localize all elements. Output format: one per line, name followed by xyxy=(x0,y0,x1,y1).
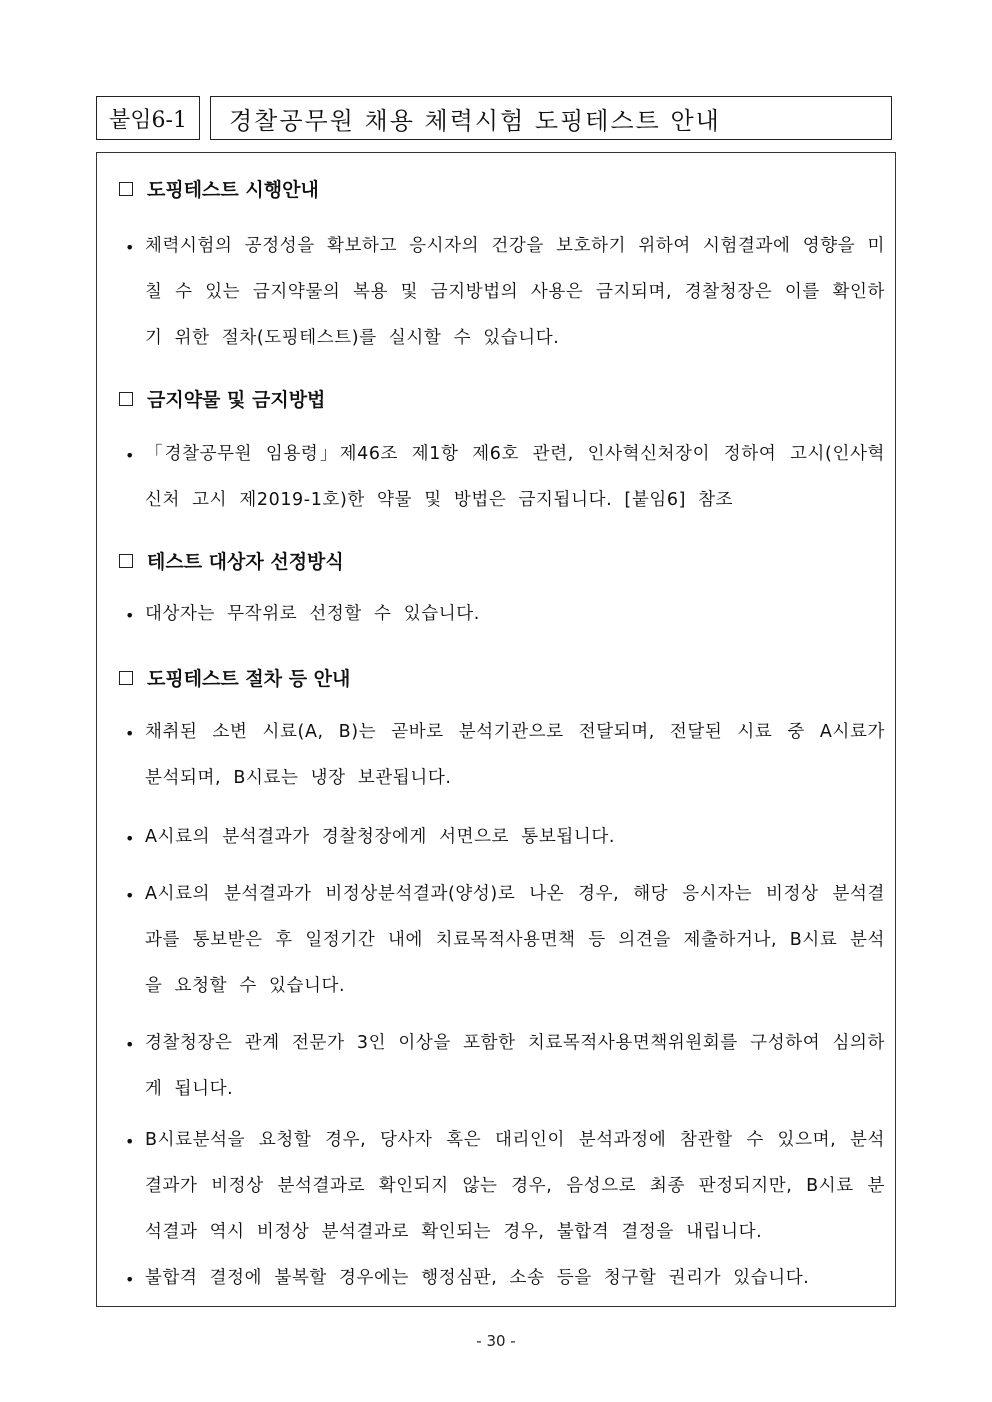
section-heading-text: 테스트 대상자 선정방식 xyxy=(147,551,344,573)
list-item xyxy=(125,223,885,361)
page-number: - 30 - xyxy=(476,1332,516,1350)
checkbox-square-icon xyxy=(119,554,133,568)
list-item xyxy=(125,1117,885,1255)
bullet-text: A시료의 분석결과가 비정상분석결과(양성)로 나온 경우, 해당 응시자는 비정상 분석결과를 통보받은 후 일정기간 내에 치료목적사용면책 등 의견을 제출하거나, B시료 분석을 요청할 수 있습니다. xyxy=(145,884,885,996)
section-heading-banned-substances xyxy=(119,385,325,412)
bullet-text: 체력시험의 공정성을 확보하고 응시자의 건강을 보호하기 위하여 시험결과에 영향을 미칠 수 있는 금지약물의 복용 및 금지방법의 사용은 금지되며, 경찰청장은 이를 확인하기 위한 절차(도핑테스트)를 실시할 수 있습니다. xyxy=(145,236,885,348)
section-heading-text: 도핑테스트 시행안내 xyxy=(147,179,319,201)
attachment-label: 붙임6-1 xyxy=(96,96,200,140)
section-heading-text: 금지약물 및 금지방법 xyxy=(147,389,326,411)
bullet-dot-icon: • xyxy=(125,446,135,465)
checkbox-square-icon xyxy=(119,182,133,196)
bullet-dot-icon: • xyxy=(125,724,135,743)
section-heading-selection-method xyxy=(119,547,344,574)
section-heading-doping-test xyxy=(119,175,319,202)
page-title: 경찰공무원 채용 체력시험 도핑테스트 안내 xyxy=(210,96,892,140)
list-item xyxy=(125,1020,885,1112)
checkbox-square-icon xyxy=(119,392,133,406)
list-item xyxy=(125,431,885,523)
bullet-text: B시료분석을 요청할 경우, 당사자 혹은 대리인이 분석과정에 참관할 수 있으며, 분석결과가 비정상 분석결과로 확인되지 않는 경우, 음성으로 최종 판정되지만, B시료 분석결과 역시 비정상 분석결과로 확인되는 경우, 불합격 결정을 내립니다. xyxy=(145,1130,885,1242)
bullet-dot-icon: • xyxy=(125,829,135,848)
content-box xyxy=(96,152,896,1307)
checkbox-square-icon xyxy=(119,671,133,685)
list-item xyxy=(125,591,885,637)
bullet-dot-icon: • xyxy=(125,1035,135,1054)
bullet-text: 채취된 소변 시료(A, B)는 곧바로 분석기관으로 전달되며, 전달된 시료 중 A시료가 분석되며, B시료는 냉장 보관됩니다. xyxy=(145,722,885,788)
list-item xyxy=(125,709,885,801)
bullet-dot-icon: • xyxy=(125,1132,135,1151)
bullet-text: 불합격 결정에 불복할 경우에는 행정심판, 소송 등을 청구할 권리가 있습니다. xyxy=(145,1268,810,1288)
section-heading-procedure xyxy=(119,664,350,691)
list-item xyxy=(125,814,885,860)
bullet-text: 경찰청장은 관계 전문가 3인 이상을 포함한 치료목적사용면책위원회를 구성하여 심의하게 됩니다. xyxy=(145,1033,885,1099)
bullet-text: A시료의 분석결과가 경찰청장에게 서면으로 통보됩니다. xyxy=(145,827,615,847)
section-heading-text: 도핑테스트 절차 등 안내 xyxy=(147,668,351,690)
bullet-text: 「경찰공무원 임용령」제46조 제1항 제6호 관련, 인사혁신처장이 정하여 고시(인사혁신처 고시 제2019-1호)한 약물 및 방법은 금지됩니다. [붙임6] 참조 xyxy=(145,444,885,510)
list-item xyxy=(125,1255,885,1301)
bullet-text: 대상자는 무작위로 선정할 수 있습니다. xyxy=(145,604,480,624)
bullet-dot-icon: • xyxy=(125,238,135,257)
bullet-dot-icon: • xyxy=(125,606,135,625)
bullet-dot-icon: • xyxy=(125,886,135,905)
list-item xyxy=(125,871,885,1009)
bullet-dot-icon: • xyxy=(125,1270,135,1289)
